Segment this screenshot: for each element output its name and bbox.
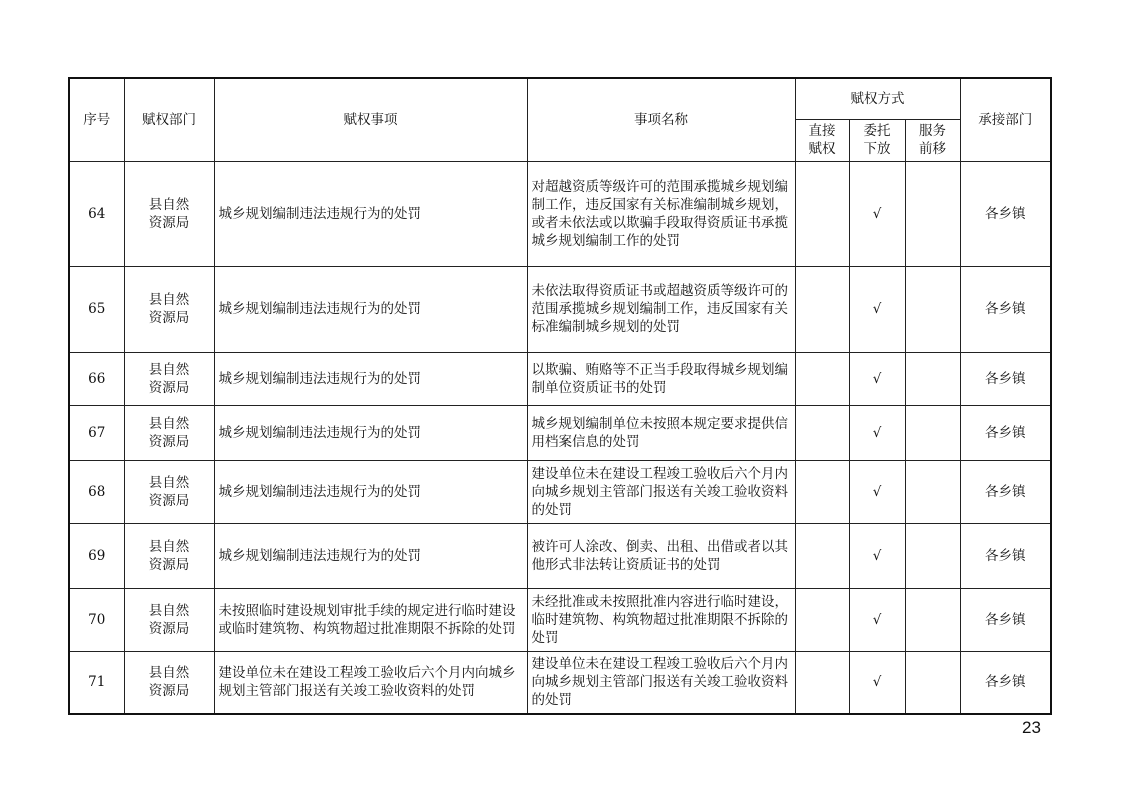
cell-service xyxy=(905,651,960,714)
cell-service xyxy=(905,460,960,523)
cell-seq: 69 xyxy=(69,523,124,588)
header-entrust: 委托下放 xyxy=(849,119,905,161)
cell-dept: 县自然资源局 xyxy=(124,266,214,352)
cell-dept: 县自然资源局 xyxy=(124,588,214,651)
cell-entrust: √ xyxy=(849,460,905,523)
cell-direct xyxy=(795,161,849,266)
cell-direct xyxy=(795,266,849,352)
cell-matter: 城乡规划编制违法违规行为的处罚 xyxy=(214,266,527,352)
cell-service xyxy=(905,161,960,266)
cell-seq: 71 xyxy=(69,651,124,714)
cell-undertake: 各乡镇 xyxy=(960,523,1051,588)
table-row xyxy=(69,651,1051,714)
page-number: 23 xyxy=(1022,718,1041,737)
table-body xyxy=(69,161,1051,714)
cell-name: 以欺骗、贿赂等不正当手段取得城乡规划编制单位资质证书的处罚 xyxy=(527,352,795,405)
cell-service xyxy=(905,352,960,405)
cell-direct xyxy=(795,352,849,405)
cell-name: 被许可人涂改、倒卖、出租、出借或者以其他形式非法转让资质证书的处罚 xyxy=(527,523,795,588)
cell-entrust: √ xyxy=(849,405,905,460)
header-direct: 直接赋权 xyxy=(795,119,849,161)
cell-dept: 县自然资源局 xyxy=(124,352,214,405)
table-row xyxy=(69,266,1051,352)
header-service: 服务前移 xyxy=(905,119,960,161)
cell-name: 城乡规划编制单位未按照本规定要求提供信用档案信息的处罚 xyxy=(527,405,795,460)
cell-entrust: √ xyxy=(849,161,905,266)
cell-matter: 建设单位未在建设工程竣工验收后六个月内向城乡规划主管部门报送有关竣工验收资料的处罚 xyxy=(214,651,527,714)
cell-dept: 县自然资源局 xyxy=(124,460,214,523)
cell-undertake: 各乡镇 xyxy=(960,161,1051,266)
header-matter: 赋权事项 xyxy=(214,78,527,161)
cell-undertake: 各乡镇 xyxy=(960,588,1051,651)
table-row xyxy=(69,588,1051,651)
cell-undertake: 各乡镇 xyxy=(960,352,1051,405)
cell-name: 对超越资质等级许可的范围承揽城乡规划编制工作，违反国家有关标准编制城乡规划，或者未依法或以欺骗手段取得资质证书承揽城乡规划编制工作的处罚 xyxy=(527,161,795,266)
cell-entrust: √ xyxy=(849,651,905,714)
cell-undertake: 各乡镇 xyxy=(960,460,1051,523)
cell-matter: 城乡规划编制违法违规行为的处罚 xyxy=(214,161,527,266)
cell-seq: 68 xyxy=(69,460,124,523)
cell-direct xyxy=(795,523,849,588)
header-name: 事项名称 xyxy=(527,78,795,161)
table-row xyxy=(69,460,1051,523)
cell-direct xyxy=(795,460,849,523)
header-dept: 赋权部门 xyxy=(124,78,214,161)
cell-name: 未依法取得资质证书或超越资质等级许可的范围承揽城乡规划编制工作，违反国家有关标准编制城乡规划的处罚 xyxy=(527,266,795,352)
cell-name: 未经批准或未按照批准内容进行临时建设，临时建筑物、构筑物超过批准期限不拆除的处罚 xyxy=(527,588,795,651)
cell-direct xyxy=(795,588,849,651)
cell-dept: 县自然资源局 xyxy=(124,651,214,714)
cell-seq: 65 xyxy=(69,266,124,352)
cell-name: 建设单位未在建设工程竣工验收后六个月内向城乡规划主管部门报送有关竣工验收资料的处罚 xyxy=(527,651,795,714)
header-undertake: 承接部门 xyxy=(960,78,1051,161)
cell-matter: 城乡规划编制违法违规行为的处罚 xyxy=(214,523,527,588)
cell-seq: 64 xyxy=(69,161,124,266)
cell-undertake: 各乡镇 xyxy=(960,651,1051,714)
cell-entrust: √ xyxy=(849,266,905,352)
cell-service xyxy=(905,405,960,460)
header-seq: 序号 xyxy=(69,78,124,161)
cell-undertake: 各乡镇 xyxy=(960,266,1051,352)
cell-matter: 未按照临时建设规划审批手续的规定进行临时建设或临时建筑物、构筑物超过批准期限不拆除的处罚 xyxy=(214,588,527,651)
cell-dept: 县自然资源局 xyxy=(124,405,214,460)
cell-entrust: √ xyxy=(849,588,905,651)
cell-entrust: √ xyxy=(849,352,905,405)
cell-matter: 城乡规划编制违法违规行为的处罚 xyxy=(214,405,527,460)
authorization-table xyxy=(68,77,1052,715)
header-mode: 赋权方式 xyxy=(795,78,960,119)
cell-seq: 67 xyxy=(69,405,124,460)
cell-direct xyxy=(795,651,849,714)
cell-service xyxy=(905,266,960,352)
cell-matter: 城乡规划编制违法违规行为的处罚 xyxy=(214,460,527,523)
cell-matter: 城乡规划编制违法违规行为的处罚 xyxy=(214,352,527,405)
table-row xyxy=(69,161,1051,266)
cell-seq: 70 xyxy=(69,588,124,651)
cell-entrust: √ xyxy=(849,523,905,588)
table-row xyxy=(69,523,1051,588)
cell-direct xyxy=(795,405,849,460)
cell-undertake: 各乡镇 xyxy=(960,405,1051,460)
cell-name: 建设单位未在建设工程竣工验收后六个月内向城乡规划主管部门报送有关竣工验收资料的处罚 xyxy=(527,460,795,523)
cell-seq: 66 xyxy=(69,352,124,405)
table-row xyxy=(69,405,1051,460)
cell-dept: 县自然资源局 xyxy=(124,161,214,266)
cell-service xyxy=(905,588,960,651)
cell-service xyxy=(905,523,960,588)
cell-dept: 县自然资源局 xyxy=(124,523,214,588)
table-row xyxy=(69,352,1051,405)
